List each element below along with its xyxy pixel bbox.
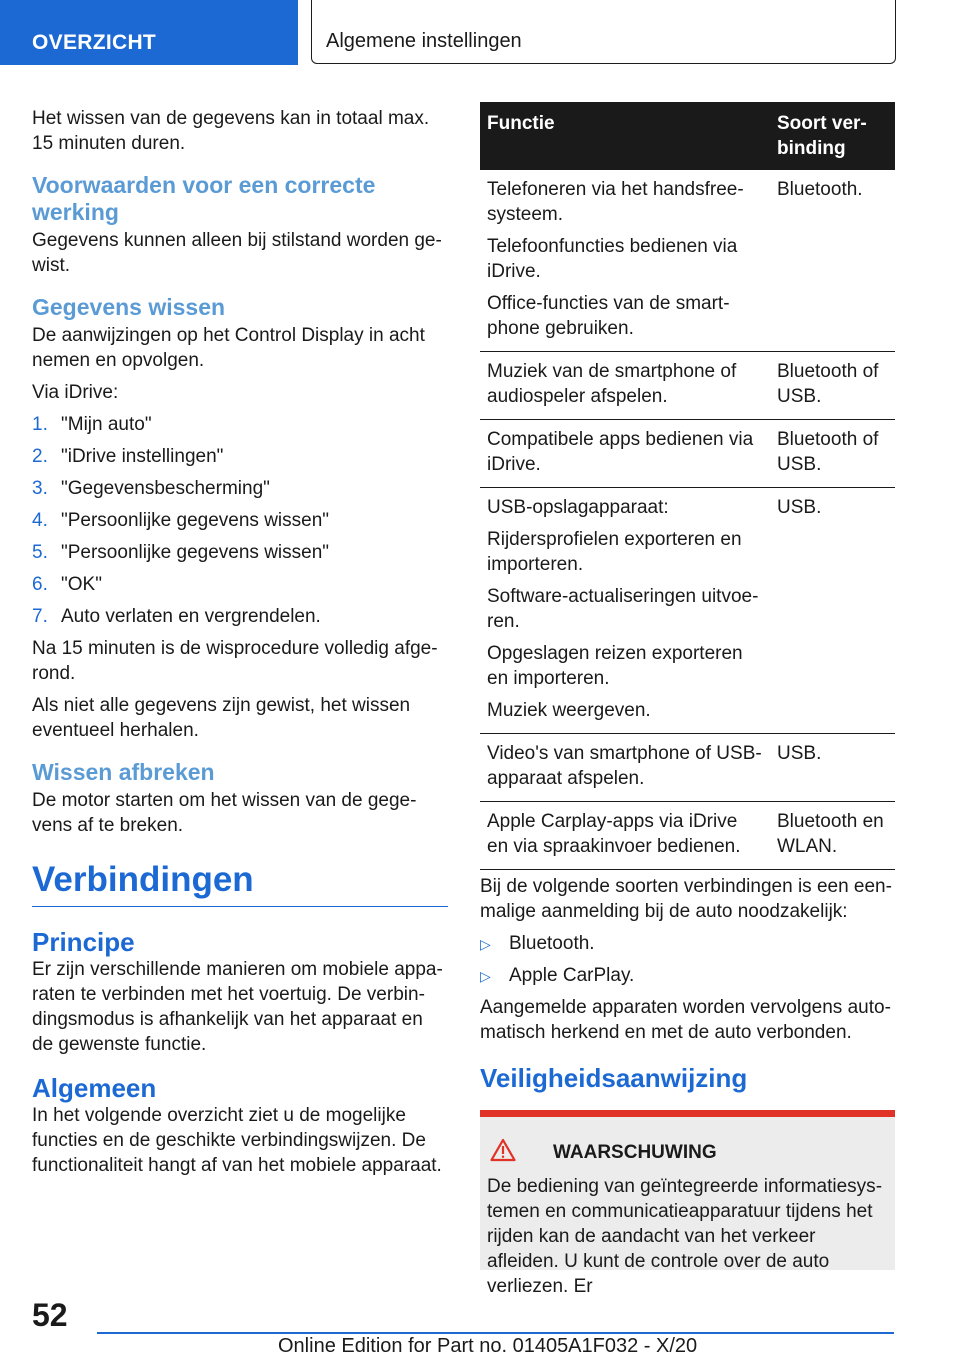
list-item — [32, 572, 448, 604]
heading-voorwaarden: Voorwaarden voor een correcte werking — [32, 172, 376, 225]
step-number: 2. — [32, 446, 48, 467]
table-row — [480, 802, 895, 870]
step-number: 1. — [32, 414, 48, 435]
chapter-title: Algemene instellingen — [326, 30, 522, 52]
cell-functie — [480, 420, 770, 488]
step-text: "Mijn auto" — [61, 414, 152, 435]
table-row — [480, 420, 895, 488]
cell-line: Rijdersprofielen exporteren en importeren. — [487, 529, 742, 575]
bullet-text: Apple CarPlay. — [509, 965, 635, 986]
voorwaarden-paragraph: Gegevens kunnen alleen bij stilstand worden gewist. — [32, 230, 442, 276]
aangemeld-paragraph: Aangemelde apparaten worden vervolgens automatisch herkend en met de auto verbonden. — [480, 997, 891, 1043]
heading-principe: Principe — [32, 927, 135, 957]
list-item — [32, 476, 448, 508]
list-item — [32, 412, 448, 444]
warning-box — [480, 1110, 895, 1297]
list-item — [32, 540, 448, 572]
cell-line: Compatibele apps bedienen via iDrive. — [487, 429, 754, 475]
table-header-row — [480, 102, 895, 170]
cell-line: Telefoonfuncties bedienen via iDrive. — [487, 236, 738, 282]
right-column — [480, 874, 895, 1093]
step-text: "iDrive instellingen" — [61, 446, 224, 467]
list-item — [32, 444, 448, 476]
cell-line: Muziek weergeven. — [487, 700, 651, 721]
list-item — [32, 604, 448, 629]
cell-functie — [480, 170, 770, 352]
after-paragraph-1: Na 15 minuten is de wisprocedure volledig afgerond. — [32, 638, 438, 684]
heading-verbindingen: Verbindingen — [32, 860, 448, 907]
warning-triangle-icon — [490, 1138, 516, 1167]
step-number: 7. — [32, 606, 48, 627]
step-text: "Persoonlijke gegevens wissen" — [61, 542, 330, 563]
page-number: 52 — [32, 1297, 68, 1333]
triangle-bullet-icon: ▷ — [480, 936, 491, 952]
via-idrive: Via iDrive: — [32, 382, 119, 403]
algemeen-paragraph: In het volgende overzicht ziet u de mogelijke functies en de geschikte verbindingswijzen. De functionaliteit hangt af van het mobiele apparaat. — [32, 1105, 442, 1176]
cell-functie — [480, 802, 770, 870]
cell-line: USB-opslagapparaat: — [487, 497, 669, 518]
step-text: "Gegevensbescherming" — [61, 478, 270, 499]
step-text: "OK" — [61, 574, 102, 595]
column-header-soort: Soort verbinding — [770, 102, 895, 170]
step-number: 4. — [32, 510, 48, 531]
cell-line: Software-actualiseringen uitvoeren. — [487, 586, 759, 632]
cell-line: Muziek van de smartphone of audiospeler afspelen. — [487, 361, 737, 407]
cell-line: Video's van smartphone of USB-apparaat afspelen. — [487, 743, 762, 789]
steps-list — [32, 412, 448, 629]
cell-line: Office-functies van de smartphone gebruiken. — [487, 293, 730, 339]
warning-title: WAARSCHUWING — [553, 1142, 717, 1163]
list-item — [480, 963, 895, 995]
section-tab — [0, 0, 298, 65]
intro-paragraph: Het wissen van de gegevens kan in totaal max. 15 minuten duren. — [32, 108, 430, 154]
triangle-bullet-icon: ▷ — [480, 968, 491, 984]
step-number: 6. — [32, 574, 48, 595]
footer-divider — [97, 1332, 894, 1334]
cell-line: Telefoneren via het handsfreesysteem. — [487, 179, 744, 225]
section-label: OVERZICHT — [32, 31, 157, 54]
afbreken-paragraph: De motor starten om het wissen van de gegevens af te breken. — [32, 790, 417, 836]
chapter-title-box — [311, 0, 896, 64]
aanmelding-paragraph: Bij de volgende soorten verbindingen is een eenmalige aanmelding bij de auto noodzakelijk: — [480, 876, 892, 922]
heading-wissen-afbreken: Wissen afbreken — [32, 759, 215, 785]
cell-soort: Bluetooth of USB. — [770, 352, 895, 420]
left-column — [32, 106, 448, 1185]
cell-functie — [480, 352, 770, 420]
cell-line: Apple Carplay-apps via iDrive en via spraakinvoer bedienen. — [487, 811, 741, 857]
list-item — [32, 508, 448, 540]
step-number: 3. — [32, 478, 48, 499]
table-row — [480, 734, 895, 802]
heading-algemeen: Algemeen — [32, 1073, 157, 1103]
cell-soort: Bluetooth of USB. — [770, 420, 895, 488]
heading-gegevens-wissen: Gegevens wissen — [32, 294, 226, 320]
table-row — [480, 488, 895, 734]
cell-functie — [480, 734, 770, 802]
heading-veiligheidsaanwijzing: Veiligheidsaanwijzing — [480, 1063, 748, 1093]
cell-soort: Bluetooth. — [770, 170, 895, 352]
cell-soort: USB. — [770, 734, 895, 802]
step-number: 5. — [32, 542, 48, 563]
principe-paragraph: Er zijn verschillende manieren om mobiele apparaten te verbinden met het voertuig. De verbindingsmodus is afhankelijk van het apparaat en de gewenste functie. — [32, 959, 443, 1055]
after-paragraph-2: Als niet alle gegevens zijn gewist, het wissen eventueel herhalen. — [32, 695, 411, 741]
warning-body: De bediening van geïntegreerde informatiesystemen en communicatieapparatuur tijdens het rijden kan de aandacht van het verkeer afleiden. U kunt de controle over de auto verliezen. Er — [487, 1176, 883, 1297]
step-text: Auto verlaten en vergrendelen. — [61, 606, 321, 627]
step-text: "Persoonlijke gegevens wissen" — [61, 510, 330, 531]
bullet-list — [480, 931, 895, 995]
footer-edition: Online Edition for Part no. 01405A1F032 - X/20 — [278, 1335, 698, 1357]
column-header-functie: Functie — [480, 102, 770, 170]
cell-functie — [480, 488, 770, 734]
list-item — [480, 931, 895, 963]
cell-soort: USB. — [770, 488, 895, 734]
cell-line: Opgeslagen reizen exporteren en importeren. — [487, 643, 743, 689]
cell-soort: Bluetooth en WLAN. — [770, 802, 895, 870]
bullet-text: Bluetooth. — [509, 933, 595, 954]
connections-table — [480, 102, 895, 870]
wissen-paragraph: De aanwijzingen op het Control Display in acht nemen en opvolgen. — [32, 325, 425, 371]
table-row — [480, 170, 895, 352]
table-row — [480, 352, 895, 420]
